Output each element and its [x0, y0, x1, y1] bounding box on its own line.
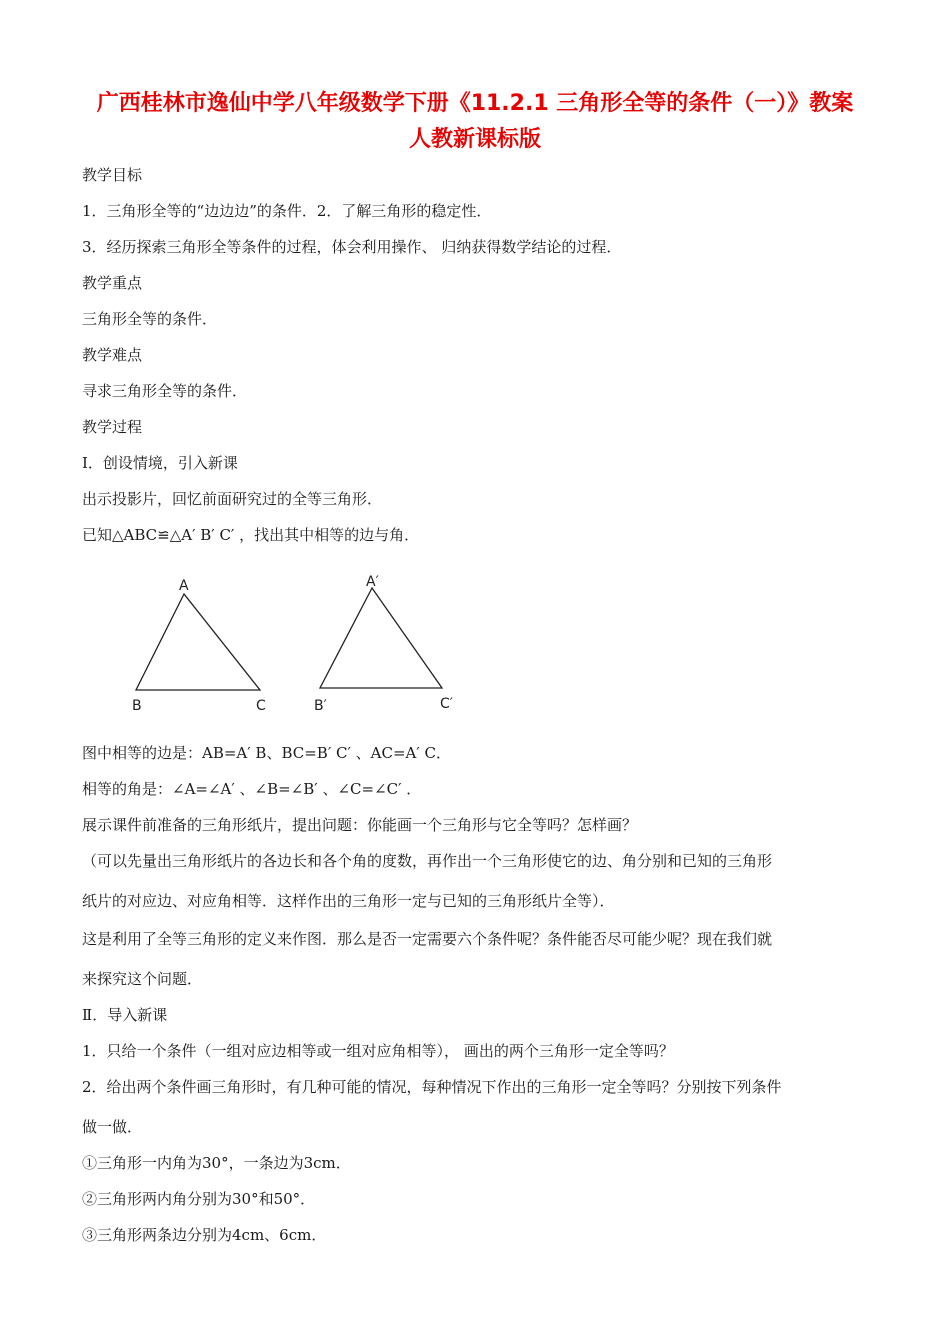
- question-2-cont: 做一做．: [82, 1118, 143, 1136]
- vertex-label-c-prime: C′: [440, 696, 453, 712]
- question-2: 2．给出两个条件画三角形时，有几种可能的情况，每种情况下作出的三角形一定全等吗？分别按下列条件: [82, 1078, 782, 1096]
- condition-2: ②三角形两内角分别为30°和50°．: [82, 1190, 316, 1208]
- paragraph-line: 展示课件前准备的三角形纸片，提出问题：你能画一个三角形与它全等吗？怎样画？: [82, 816, 638, 834]
- condition-3: ③三角形两条边分别为4cm、6cm．: [82, 1226, 327, 1244]
- paragraph-line: 纸片的对应边、对应角相等．这样作出的三角形一定与已知的三角形纸片全等）．: [82, 892, 615, 910]
- triangle-abc: [136, 594, 260, 690]
- difficulties-text: 寻求三角形全等的条件．: [82, 382, 248, 400]
- document-title-line1: 广西桂林市逸仙中学八年级数学下册《11.2.1 三角形全等的条件（一）》教案: [96, 91, 854, 116]
- goal-line-1: 1．三角形全等的“边边边”的条件．2．了解三角形的稳定性．: [82, 202, 492, 220]
- section-1-heading: Ⅰ．创设情境，引入新课: [82, 454, 238, 472]
- key-points-text: 三角形全等的条件．: [82, 310, 218, 328]
- heading-key-points: 教学重点: [82, 274, 143, 292]
- vertex-label-a: A: [179, 578, 189, 594]
- congruent-triangles-figure: [120, 572, 480, 726]
- goal-line-2: 3．经历探索三角形全等条件的过程，体会利用操作、 归纳获得数学结论的过程．: [82, 238, 622, 256]
- vertex-label-a-prime: A′: [366, 574, 379, 590]
- paragraph-line: 出示投影片，回忆前面研究过的全等三角形．: [82, 490, 383, 508]
- paragraph-line: 图中相等的边是：AB=A′ B、BC=B′ C′ 、AC=A′ C．: [82, 744, 452, 762]
- document-title-line2: 人教新课标版: [408, 127, 541, 152]
- condition-1: ①三角形一内角为30°，一条边为3cm．: [82, 1154, 351, 1172]
- paragraph-line: （可以先量出三角形纸片的各边长和各个角的度数，再作出一个三角形使它的边、角分别和已知的三角形: [82, 852, 773, 870]
- paragraph-line: 来探究这个问题．: [82, 970, 203, 988]
- triangle-a-prime-b-prime-c-prime: [320, 588, 442, 688]
- heading-difficulties: 教学难点: [82, 346, 143, 364]
- paragraph-line: 这是利用了全等三角形的定义来作图．那么是否一定需要六个条件呢？条件能否尽可能少呢？现在我们就: [82, 930, 773, 948]
- vertex-label-b-prime: B′: [314, 698, 327, 714]
- paragraph-line: 已知△ABC≌△A′ B′ C′ ，找出其中相等的边与角．: [82, 526, 420, 544]
- section-2-heading: Ⅱ．导入新课: [82, 1006, 168, 1024]
- vertex-label-b: B: [132, 698, 142, 714]
- vertex-label-c: C: [256, 698, 266, 714]
- paragraph-line: 相等的角是：∠A=∠A′ 、∠B=∠B′ 、∠C=∠C′ ．: [82, 780, 422, 798]
- question-1: 1．只给一个条件（一组对应边相等或一组对应角相等）， 画出的两个三角形一定全等吗？: [82, 1042, 674, 1060]
- heading-teaching-process: 教学过程: [82, 418, 143, 436]
- heading-teaching-goals: 教学目标: [82, 166, 143, 184]
